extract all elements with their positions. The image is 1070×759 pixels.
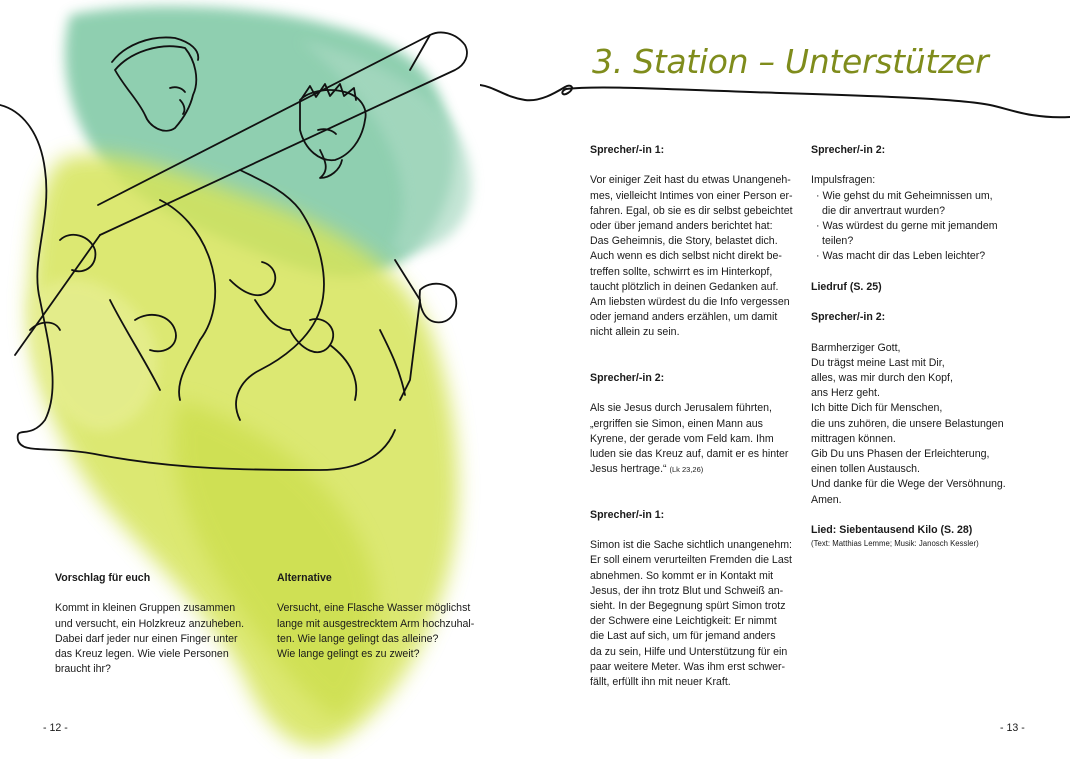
liedruf-heading: Liedruf (S. 25): [811, 280, 882, 293]
suggestion-heading: Vorschlag für euch: [55, 572, 151, 584]
speaker-2-text: [590, 401, 798, 477]
impulse-question: · Was würdest du gerne mit jemandem teilen?: [816, 220, 998, 248]
speaker-1b-heading: Sprecher/-in 1:: [590, 508, 665, 521]
speaker-2-heading: Sprecher/-in 2:: [590, 372, 665, 385]
prayer-text: Barmherziger Gott, Du trägst meine Last mit Dir, alles, was mir durch den Kopf, ans Herz geht. Ich bitte Dich für Menschen, die uns zuhören, die unsere Belastungen mittragen können. Gib Du uns Phasen der Erleichterung, einen tollen Austausch. Und danke für die Wege der Versöhnung. Amen.: [811, 341, 1006, 506]
song-heading: Lied: Siebentausend Kilo (S. 28): [811, 524, 973, 536]
impulse-label: Impulsfragen:: [811, 174, 876, 187]
speaker-1-heading: Sprecher/-in 1:: [590, 144, 665, 156]
alternative-text: Versucht, eine Flasche Wasser möglichst lange mit ausgestrecktem Arm hochzuhal- ten. Wie lange gelingt das alleine? Wie lange gelingt es zu zweit?: [277, 602, 475, 660]
suggestion-text: Kommt in kleinen Gruppen zusammen und versucht, ein Holzkreuz anzuheben. Dabei darf jeder nur einen Finger unter das Kreuz legen. Wie viele Personen braucht ihr?: [55, 602, 245, 676]
right-column-1: [590, 143, 798, 690]
decorative-squiggle-line: [480, 75, 1070, 125]
alternative-box: [277, 571, 482, 662]
speaker-1b-text: Simon ist die Sache sichtlich unangenehm: Er soll einem verurteilten Fremden die Last abnehmen. So kommt er in Kontakt mit Jesus, der ihn trotz Blut und Schweiß an- sieht. In der Begegnung spürt Simon trotz der Schwere eine Leichtigkeit: Er nimmt die Last auf sich, um für jemand anders da zu sein, Hilfe und Unterstützung für ein paar weitere Meter. Was ihm erst schwer- fällt, erfüllt ihn mit neuer Kraft.: [590, 539, 792, 689]
song-credit: (Text: Matthias Lemme; Musik: Janosch Kessler): [811, 539, 979, 549]
speaker-2a-heading: Sprecher/-in 2:: [811, 144, 886, 156]
bible-reference: (Lk 23,26): [669, 465, 704, 475]
impulse-question: · Wie gehst du mit Geheimnissen um, die dir anvertraut wurden?: [816, 189, 993, 217]
suggestion-box: [55, 571, 260, 677]
alternative-heading: Alternative: [277, 572, 332, 584]
speaker-2b-heading: Sprecher/-in 2:: [811, 311, 886, 324]
impulse-question: · Was macht dir das Leben leichter?: [816, 250, 986, 263]
right-column-2: [811, 143, 1026, 550]
page-number-left: - 12 -: [43, 722, 68, 734]
page-title: 3. Station – Unterstützer: [592, 42, 989, 81]
bible-quote: Als sie Jesus durch Jerusalem führten, „ergriffen sie Simon, einen Mann aus Kyrene, der gerade vom Feld kam. Ihm luden sie das Kreuz auf, damit er es hinter Jesus hertrage.“: [590, 402, 789, 476]
speaker-1-text: Vor einiger Zeit hast du etwas Unangeneh- mes, vielleicht Intimes von einer Person er- fahren. Egal, ob sie es dir selbst gebeichtet oder über jemand anders berichtet hat: Das Geheimnis, die Story, belastet dich. Auch wenn es dich selbst nicht direkt be- treffen sollte, schwirrt es im Hinterkopf, taucht plötzlich in deinen Gedanken auf. Am liebsten würdest du die Info vergessen oder jemand anders erzählen, um damit nicht allein zu sein.: [590, 174, 793, 339]
page-number-right: - 13 -: [1000, 722, 1025, 734]
